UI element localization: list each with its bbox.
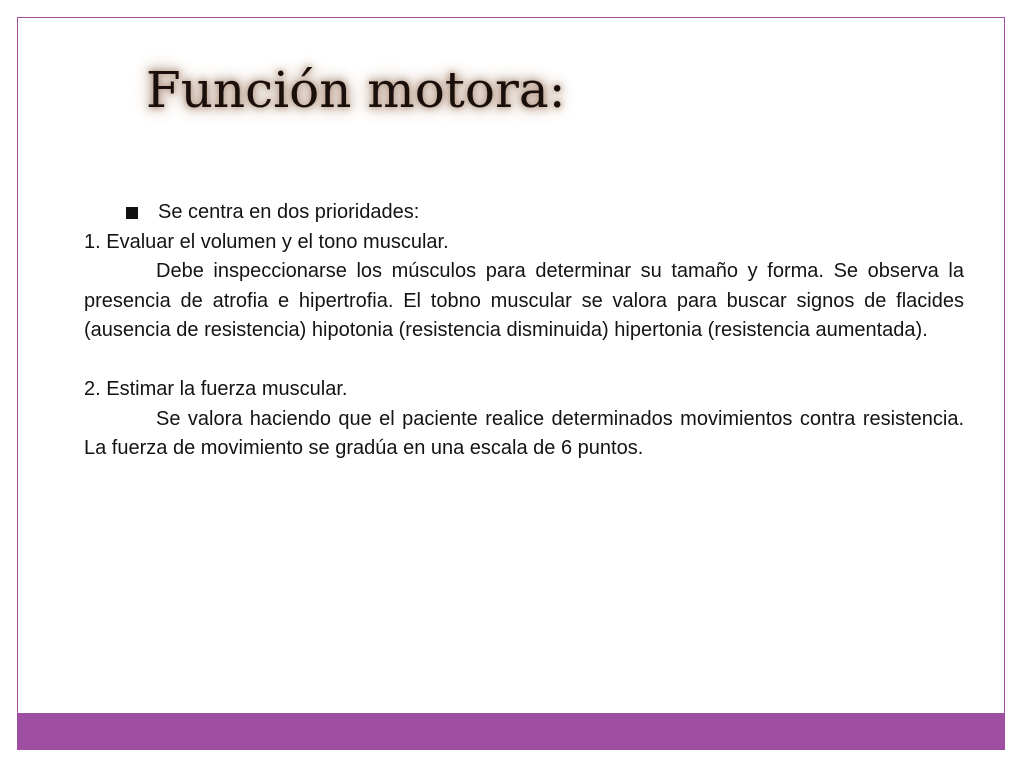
intro-bullet-text: Se centra en dos prioridades: [158, 201, 420, 223]
section-1-paragraph: Debe inspeccionarse los músculos para determinar su tamaño y forma. Se observa la presencia de atrofia e hipertrofia. El tobno muscular se valora para buscar signos de flacides (ausencia de resistencia) hipotonia (resistencia disminuida) hipertonia (resistencia aumentada). [84, 260, 964, 341]
slide-body [84, 198, 964, 464]
slide-title: Función motora: [146, 61, 566, 119]
section-2-paragraph: Se valora haciendo que el paciente realice determinados movimientos contra resistencia. La fuerza de movimiento se gradúa en una escala de 6 puntos. [84, 407, 964, 459]
section-1-heading: 1. Evaluar el volumen y el tono muscular. [84, 230, 449, 253]
slide [17, 17, 1005, 750]
footer-accent-bar [18, 713, 1004, 749]
square-bullet-icon [126, 207, 138, 219]
intro-bullet [84, 198, 964, 228]
section-spacer [84, 346, 964, 376]
section-2-heading: 2. Estimar la fuerza muscular. [84, 378, 348, 400]
